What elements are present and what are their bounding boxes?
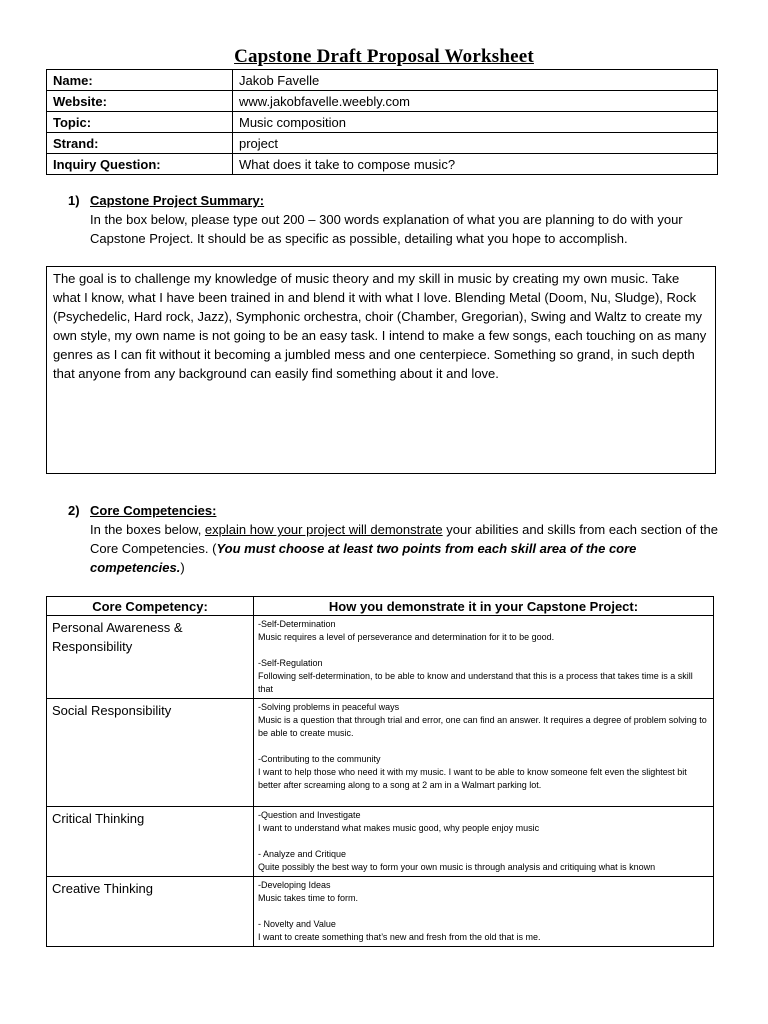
info-label: Topic: [47,112,233,133]
point-title: - Analyze and Critique [258,849,347,859]
point-text: I want to understand what makes music good, why people enjoy music [258,823,540,833]
competency-demonstration [254,616,714,699]
section-heading: Core Competencies: [90,503,217,518]
point-title: -Solving problems in peaceful ways [258,702,400,712]
info-label: Name: [47,70,233,91]
info-value: project [233,133,718,154]
point-text: I want to help those who need it with my music. I want to be able to know someone felt even the slightest bit better after screaming along to a song at 2 am in a Walmart parking lot. [258,767,687,790]
column-header-demonstration: How you demonstrate it in your Capstone Project: [254,597,714,616]
table-row [47,699,714,807]
competency-demonstration [254,877,714,947]
info-label: Inquiry Question: [47,154,233,175]
info-value: Music composition [233,112,718,133]
info-row-topic [47,112,718,133]
table-row [47,807,714,877]
table-row [47,616,714,699]
column-header-competency: Core Competency: [47,597,254,616]
info-value: www.jakobfavelle.weebly.com [233,91,718,112]
point-text: Music requires a level of perseverance and determination for it to be good. [258,632,555,642]
section-instructions: In the box below, please type out 200 – 300 words explanation of what you are planning to do with your Capstone Project. It should be as specific as possible, detailing what you hope to accomplish. [90,212,683,246]
point-text: Quite possibly the best way to form your own music is through analysis and critiquing what is known [258,862,656,872]
point-text: Music takes time to form. [258,893,359,903]
point-text: Music is a question that through trial and error, one can find an answer. It requires a degree of problem solving to be able to create music. [258,715,707,738]
info-table [46,69,718,175]
section-number: 1) [68,193,80,208]
info-row-strand [47,133,718,154]
point-title: -Developing Ideas [258,880,331,890]
section-instructions: In the boxes below, explain how your project will demonstrate your abilities and skills from each section of the Core Competencies. (You must choose at least two points from each skill area of the core competencies.) [90,522,718,575]
info-row-name [47,70,718,91]
info-row-website [47,91,718,112]
summary-text-box: The goal is to challenge my knowledge of music theory and my skill in music by creating my own music. Take what I know, what I have been trained in and blend it with what I love. Blending Metal (Doom, Nu, Sludge), Rock (Psychedelic, Hard rock, Jazz), Symphonic orchestra, choir (Chamber, Gregorian), Swing and Waltz to create my own style, my own name is not going to be an easy task. I intend to make a few songs, each touching on as many genres as I can fit without it becoming a jumbled mess and one centerpiece. Something so grand, in such depth that anyone from any background can easily find something about it and love. [46,266,716,474]
table-row [47,877,714,947]
competency-demonstration [254,699,714,807]
table-header-row [47,597,714,616]
point-text: Following self-determination, to be able to know and understand that this is a process that takes time is a skill that [258,671,693,694]
competency-name: Creative Thinking [47,877,254,947]
point-title: -Self-Determination [258,619,336,629]
info-value: What does it take to compose music? [233,154,718,175]
info-value: Jakob Favelle [233,70,718,91]
core-competency-table [46,596,714,947]
section-heading: Capstone Project Summary: [90,193,265,208]
underlined-instruction: explain how your project will demonstrate [204,522,443,537]
point-title: -Contributing to the community [258,754,381,764]
point-title: -Self-Regulation [258,658,323,668]
competency-name: Critical Thinking [47,807,254,877]
page-title: Capstone Draft Proposal Worksheet [234,46,534,67]
point-text: I want to create something that’s new and fresh from the old that is me. [258,932,541,942]
competency-demonstration [254,807,714,877]
section-number: 2) [68,503,80,518]
competency-name: Personal Awareness & Responsibility [47,616,254,699]
info-label: Website: [47,91,233,112]
competency-name: Social Responsibility [47,699,254,807]
emphasis-instruction: You must choose at least two points from each skill area of the core competencies. [90,541,637,575]
info-row-inquiry-question [47,154,718,175]
point-title: -Question and Investigate [258,810,361,820]
point-title: - Novelty and Value [258,919,336,929]
info-label: Strand: [47,133,233,154]
